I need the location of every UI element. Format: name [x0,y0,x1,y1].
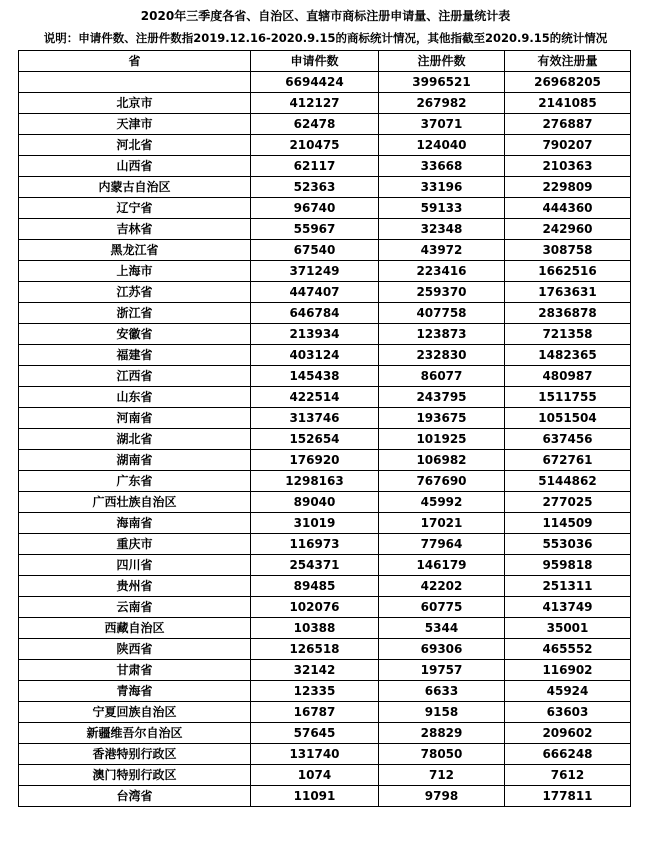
registrations-cell: 5344 [379,618,505,639]
document-note: 说明：申请件数、注册件数指2019.12.16-2020.9.15的商标统计情况，其他指截至2020.9.15的统计情况 [43,31,608,45]
table-row [19,93,631,114]
applications-cell: 62478 [251,114,379,135]
province-cell: 辽宁省 [19,198,251,219]
header-applications: 申请件数 [251,51,379,72]
registrations-cell: 33668 [379,156,505,177]
registrations-cell: 69306 [379,639,505,660]
registrations-cell: 712 [379,765,505,786]
table-row [19,240,631,261]
table-row [19,177,631,198]
province-cell: 宁夏回族自治区 [19,702,251,723]
table-row [19,702,631,723]
province-cell: 黑龙江省 [19,240,251,261]
registrations-cell: 9798 [379,786,505,807]
table-row [19,597,631,618]
registrations-cell: 9158 [379,702,505,723]
registrations-cell: 19757 [379,660,505,681]
applications-cell: 646784 [251,303,379,324]
applications-cell: 67540 [251,240,379,261]
table-row [19,618,631,639]
total-valid-cell: 26968205 [505,72,631,93]
registrations-cell: 28829 [379,723,505,744]
table-row [19,282,631,303]
applications-cell: 116973 [251,534,379,555]
province-cell: 台湾省 [19,786,251,807]
province-cell: 新疆维吾尔自治区 [19,723,251,744]
table-row [19,450,631,471]
applications-cell: 131740 [251,744,379,765]
applications-cell: 62117 [251,156,379,177]
province-cell: 山西省 [19,156,251,177]
province-cell: 西藏自治区 [19,618,251,639]
applications-cell: 403124 [251,345,379,366]
province-cell: 云南省 [19,597,251,618]
valid-registrations-cell: 413749 [505,597,631,618]
valid-registrations-cell: 276887 [505,114,631,135]
table-row [19,513,631,534]
registrations-cell: 259370 [379,282,505,303]
applications-cell: 96740 [251,198,379,219]
valid-registrations-cell: 308758 [505,240,631,261]
table-row [19,408,631,429]
applications-cell: 313746 [251,408,379,429]
registrations-cell: 124040 [379,135,505,156]
province-cell: 重庆市 [19,534,251,555]
province-cell: 内蒙古自治区 [19,177,251,198]
total-row [19,72,631,93]
applications-cell: 152654 [251,429,379,450]
registrations-cell: 37071 [379,114,505,135]
applications-cell: 422514 [251,387,379,408]
province-cell: 香港特别行政区 [19,744,251,765]
table-row [19,114,631,135]
registrations-cell: 123873 [379,324,505,345]
valid-registrations-cell: 666248 [505,744,631,765]
registrations-cell: 6633 [379,681,505,702]
header-valid-registrations: 有效注册量 [505,51,631,72]
registrations-cell: 101925 [379,429,505,450]
table-row [19,681,631,702]
province-cell: 广西壮族自治区 [19,492,251,513]
province-cell: 四川省 [19,555,251,576]
valid-registrations-cell: 63603 [505,702,631,723]
table-row [19,555,631,576]
table-row [19,429,631,450]
valid-registrations-cell: 637456 [505,429,631,450]
province-cell: 陕西省 [19,639,251,660]
province-cell: 上海市 [19,261,251,282]
valid-registrations-cell: 480987 [505,366,631,387]
registrations-cell: 232830 [379,345,505,366]
table-row [19,492,631,513]
table-row [19,261,631,282]
header-province: 省 [19,51,251,72]
table-row [19,534,631,555]
province-cell: 河北省 [19,135,251,156]
province-cell: 吉林省 [19,219,251,240]
total-applications-cell: 6694424 [251,72,379,93]
applications-cell: 412127 [251,93,379,114]
province-cell: 湖南省 [19,450,251,471]
province-cell: 青海省 [19,681,251,702]
valid-registrations-cell: 2141085 [505,93,631,114]
registrations-cell: 78050 [379,744,505,765]
valid-registrations-cell: 1763631 [505,282,631,303]
table-row [19,345,631,366]
valid-registrations-cell: 114509 [505,513,631,534]
valid-registrations-cell: 790207 [505,135,631,156]
applications-cell: 32142 [251,660,379,681]
registrations-cell: 86077 [379,366,505,387]
province-cell: 海南省 [19,513,251,534]
registrations-cell: 43972 [379,240,505,261]
registrations-cell: 267982 [379,93,505,114]
header-registrations: 注册件数 [379,51,505,72]
registrations-cell: 45992 [379,492,505,513]
valid-registrations-cell: 35001 [505,618,631,639]
valid-registrations-cell: 209602 [505,723,631,744]
applications-cell: 16787 [251,702,379,723]
valid-registrations-cell: 1051504 [505,408,631,429]
valid-registrations-cell: 444360 [505,198,631,219]
table-row [19,639,631,660]
applications-cell: 371249 [251,261,379,282]
valid-registrations-cell: 251311 [505,576,631,597]
applications-cell: 145438 [251,366,379,387]
valid-registrations-cell: 1662516 [505,261,631,282]
valid-registrations-cell: 465552 [505,639,631,660]
valid-registrations-cell: 229809 [505,177,631,198]
valid-registrations-cell: 45924 [505,681,631,702]
registrations-cell: 59133 [379,198,505,219]
valid-registrations-cell: 672761 [505,450,631,471]
total-registrations-cell: 3996521 [379,72,505,93]
valid-registrations-cell: 5144862 [505,471,631,492]
table-row [19,219,631,240]
valid-registrations-cell: 959818 [505,555,631,576]
valid-registrations-cell: 721358 [505,324,631,345]
table-row [19,744,631,765]
registrations-cell: 42202 [379,576,505,597]
table-row [19,660,631,681]
table-row [19,576,631,597]
applications-cell: 89485 [251,576,379,597]
applications-cell: 11091 [251,786,379,807]
applications-cell: 1298163 [251,471,379,492]
registrations-cell: 17021 [379,513,505,534]
registrations-cell: 60775 [379,597,505,618]
applications-cell: 12335 [251,681,379,702]
valid-registrations-cell: 242960 [505,219,631,240]
province-cell: 安徽省 [19,324,251,345]
province-cell: 湖北省 [19,429,251,450]
province-cell: 澳门特别行政区 [19,765,251,786]
applications-cell: 102076 [251,597,379,618]
applications-cell: 10388 [251,618,379,639]
header-row [19,51,631,72]
province-cell: 山东省 [19,387,251,408]
registrations-cell: 407758 [379,303,505,324]
table-row [19,303,631,324]
valid-registrations-cell: 7612 [505,765,631,786]
table-row [19,765,631,786]
valid-registrations-cell: 277025 [505,492,631,513]
province-cell: 浙江省 [19,303,251,324]
province-cell: 贵州省 [19,576,251,597]
applications-cell: 89040 [251,492,379,513]
valid-registrations-cell: 210363 [505,156,631,177]
registrations-cell: 146179 [379,555,505,576]
applications-cell: 52363 [251,177,379,198]
applications-cell: 126518 [251,639,379,660]
applications-cell: 447407 [251,282,379,303]
table-row [19,135,631,156]
applications-cell: 213934 [251,324,379,345]
registrations-cell: 243795 [379,387,505,408]
table-row [19,156,631,177]
province-cell: 天津市 [19,114,251,135]
document-title: 2020年三季度各省、自治区、直辖市商标注册申请量、注册量统计表 [140,9,511,23]
stats-table [18,50,631,807]
total-label-cell [19,72,251,93]
registrations-cell: 106982 [379,450,505,471]
valid-registrations-cell: 1482365 [505,345,631,366]
table-row [19,786,631,807]
applications-cell: 55967 [251,219,379,240]
applications-cell: 176920 [251,450,379,471]
registrations-cell: 77964 [379,534,505,555]
applications-cell: 254371 [251,555,379,576]
applications-cell: 210475 [251,135,379,156]
valid-registrations-cell: 2836878 [505,303,631,324]
registrations-cell: 32348 [379,219,505,240]
province-cell: 江西省 [19,366,251,387]
applications-cell: 1074 [251,765,379,786]
table-row [19,471,631,492]
applications-cell: 31019 [251,513,379,534]
valid-registrations-cell: 177811 [505,786,631,807]
registrations-cell: 767690 [379,471,505,492]
province-cell: 甘肃省 [19,660,251,681]
registrations-cell: 223416 [379,261,505,282]
table-row [19,324,631,345]
table-row [19,387,631,408]
table-row [19,366,631,387]
province-cell: 江苏省 [19,282,251,303]
registrations-cell: 193675 [379,408,505,429]
registrations-cell: 33196 [379,177,505,198]
province-cell: 北京市 [19,93,251,114]
table-row [19,723,631,744]
valid-registrations-cell: 116902 [505,660,631,681]
province-cell: 河南省 [19,408,251,429]
valid-registrations-cell: 553036 [505,534,631,555]
province-cell: 广东省 [19,471,251,492]
applications-cell: 57645 [251,723,379,744]
table-row [19,198,631,219]
valid-registrations-cell: 1511755 [505,387,631,408]
province-cell: 福建省 [19,345,251,366]
